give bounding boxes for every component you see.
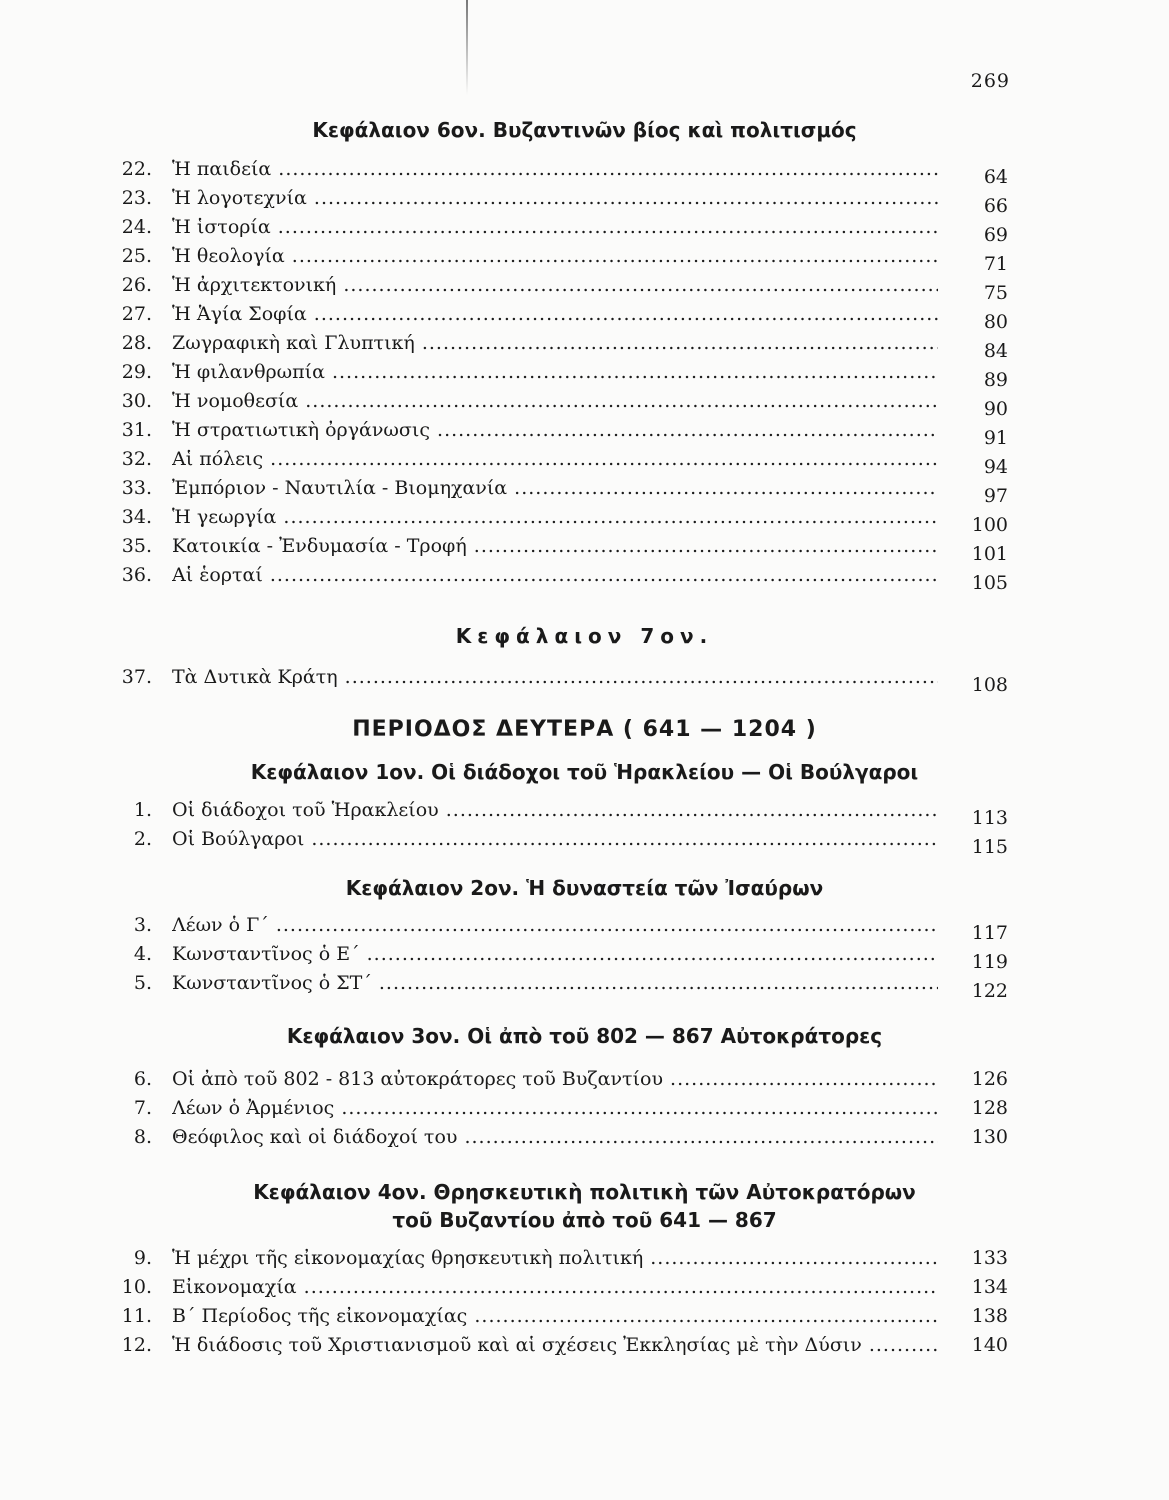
entry-title: Ἡ Ἁγία Σοφία ..... xyxy=(172,301,938,327)
toc-entry xyxy=(118,214,1008,246)
chapter-3-heading: Κεφάλαιον 3ον. Οἱ ἀπὸ τοῦ 802 — 867 Αὐτοκράτορες xyxy=(286,1024,883,1048)
entry-number: 6. xyxy=(133,1068,152,1090)
entry-number: 36. xyxy=(121,564,152,586)
entry-page: 84 xyxy=(983,340,1008,362)
entry-title: Κωνσταντῖνος ὁ Ε΄ ..... xyxy=(172,941,938,967)
entry-title: Ἡ ἱστορία ..... xyxy=(172,214,938,240)
entry-title: Οἱ Βούλγαροι ..... xyxy=(172,826,938,852)
toc-entry xyxy=(118,475,1008,507)
entry-title: Ἡ θεολογία ..... xyxy=(172,243,938,269)
toc-entry xyxy=(118,941,1008,973)
entry-title: Β΄ Περίοδος τῆς εἰκονομαχίας ..... xyxy=(172,1303,938,1329)
entry-title: Ἡ διάδοσις τοῦ Χριστιανισμοῦ καὶ αἱ σχέσεις Ἐκκλησίας μὲ τὴν Δύσιν ..... xyxy=(172,1332,938,1358)
toc-entry xyxy=(118,1303,1008,1329)
entry-title: Ἐμπόριον - Ναυτιλία - Βιομηχανία ..... xyxy=(172,475,938,501)
toc-entry xyxy=(118,664,1008,696)
toc-entry xyxy=(118,301,1008,333)
toc-entry xyxy=(118,185,1008,217)
entry-page: 119 xyxy=(971,951,1008,973)
entry-number: 24. xyxy=(121,216,152,238)
entry-page: 80 xyxy=(983,311,1008,333)
entry-number: 5. xyxy=(133,972,152,994)
entry-page: 133 xyxy=(971,1247,1008,1269)
period-heading: ΠΕΡΙΟΔΟΣ ΔΕΥΤΕΡΑ ( 641 — 1204 ) xyxy=(352,717,817,742)
toc-entry xyxy=(118,243,1008,275)
entry-page: 97 xyxy=(983,485,1008,507)
toc-entry xyxy=(118,1066,1008,1092)
entry-number: 32. xyxy=(121,448,152,470)
entry-number: 8. xyxy=(133,1126,152,1148)
entry-title: Κωνσταντῖνος ὁ ΣΤ΄ ..... xyxy=(172,970,938,996)
chapter-1-heading: Κεφάλαιον 1ον. Οἱ διάδοχοι τοῦ Ἡρακλείου — Οἱ Βούλγαροι xyxy=(250,760,919,784)
chapter-6-heading: Κεφάλαιον 6ον. Βυζαντινῶν βίος καὶ πολιτισμός xyxy=(312,118,857,142)
toc-entry xyxy=(118,1095,1008,1121)
entry-title: Εἰκονομαχία ..... xyxy=(172,1274,938,1300)
entry-title: Ἡ ἀρχιτεκτονική ..... xyxy=(172,272,938,298)
entry-number: 29. xyxy=(121,361,152,383)
toc-entry xyxy=(118,1124,1008,1150)
entry-title: Ἡ παιδεία ..... xyxy=(172,156,938,182)
chapter-7-heading: Κεφάλαιον 7ον. xyxy=(455,624,714,648)
entry-title: Λέων ὁ Γ΄ ..... xyxy=(172,912,938,938)
entry-page: 138 xyxy=(971,1305,1008,1327)
chapter-4-heading: Κεφάλαιον 4ον. Θρησκευτικὴ πολιτικὴ τῶν Αὐτοκρατόρων xyxy=(253,1180,916,1204)
entry-page: 71 xyxy=(983,253,1008,275)
entry-title: Αἱ πόλεις ..... xyxy=(172,446,938,472)
entry-page: 69 xyxy=(983,224,1008,246)
entry-title: Οἱ διάδοχοι τοῦ Ἡρακλείου ..... xyxy=(172,797,938,823)
page-number: 269 xyxy=(970,70,1010,92)
toc-entry xyxy=(118,1274,1008,1300)
toc-entry xyxy=(118,533,1008,565)
entry-number: 26. xyxy=(121,274,152,296)
entry-number: 3. xyxy=(133,914,152,936)
entry-page: 91 xyxy=(983,427,1008,449)
toc-entry xyxy=(118,388,1008,420)
entry-title: Οἱ ἀπὸ τοῦ 802 - 813 αὐτοκράτορες τοῦ Βυζαντίου ..... xyxy=(172,1066,938,1092)
toc-entry xyxy=(118,446,1008,478)
entry-number: 9. xyxy=(133,1247,152,1269)
entry-number: 34. xyxy=(121,506,152,528)
entry-page: 90 xyxy=(983,398,1008,420)
entry-number: 31. xyxy=(121,419,152,441)
entry-title: Κατοικία - Ἐνδυμασία - Τροφή ..... xyxy=(172,533,938,559)
entry-number: 1. xyxy=(133,799,152,821)
entry-page: 108 xyxy=(971,674,1008,696)
entry-page: 100 xyxy=(971,514,1008,536)
entry-page: 115 xyxy=(971,836,1008,858)
entry-number: 11. xyxy=(121,1305,152,1327)
entry-number: 10. xyxy=(121,1276,152,1298)
entry-page: 128 xyxy=(971,1097,1008,1119)
entry-page: 101 xyxy=(971,543,1008,565)
entry-page: 75 xyxy=(983,282,1008,304)
entry-number: 4. xyxy=(133,943,152,965)
entry-title: Ζωγραφικὴ καὶ Γλυπτική ..... xyxy=(172,330,938,356)
entry-number: 33. xyxy=(121,477,152,499)
toc-entry xyxy=(118,417,1008,449)
entry-page: 94 xyxy=(983,456,1008,478)
entry-title: Αἱ ἑορταί ..... xyxy=(172,562,938,588)
entry-number: 25. xyxy=(121,245,152,267)
entry-title: Θεόφιλος καὶ οἱ διάδοχοί του ..... xyxy=(172,1124,938,1150)
entry-page: 64 xyxy=(983,166,1008,188)
entry-page: 126 xyxy=(971,1068,1008,1090)
entry-page: 134 xyxy=(971,1276,1008,1298)
chapter-2-heading: Κεφάλαιον 2ον. Ἡ δυναστεία τῶν Ἰσαύρων xyxy=(345,876,824,900)
toc-entry xyxy=(118,912,1008,944)
toc-entry xyxy=(118,1332,1008,1358)
entry-title: Ἡ λογοτεχνία ..... xyxy=(172,185,938,211)
entry-number: 27. xyxy=(121,303,152,325)
entry-title: Ἡ νομοθεσία ..... xyxy=(172,388,938,414)
entry-number: 23. xyxy=(121,187,152,209)
entry-title: Ἡ στρατιωτικὴ ὀργάνωσις ..... xyxy=(172,417,938,443)
entry-title: Ἡ φιλανθρωπία ..... xyxy=(172,359,938,385)
toc-entry xyxy=(118,562,1008,594)
entry-number: 28. xyxy=(121,332,152,354)
entry-number: 35. xyxy=(121,535,152,557)
entry-number: 7. xyxy=(133,1097,152,1119)
toc-entry xyxy=(118,797,1008,829)
entry-title: Ἡ μέχρι τῆς εἰκονομαχίας θρησκευτικὴ πολιτική ..... xyxy=(172,1245,938,1271)
entry-number: 30. xyxy=(121,390,152,412)
spine-mark xyxy=(466,0,468,95)
toc-entry xyxy=(118,826,1008,858)
toc-entry xyxy=(118,359,1008,391)
entry-page: 66 xyxy=(983,195,1008,217)
toc-entry xyxy=(118,504,1008,536)
entry-page: 130 xyxy=(971,1126,1008,1148)
entry-page: 140 xyxy=(971,1334,1008,1356)
entry-page: 89 xyxy=(983,369,1008,391)
entry-title: Ἡ γεωργία ..... xyxy=(172,504,938,530)
entry-page: 122 xyxy=(971,980,1008,1002)
entry-page: 113 xyxy=(971,807,1008,829)
entry-page: 105 xyxy=(971,572,1008,594)
toc-entry xyxy=(118,272,1008,304)
entry-title: Τὰ Δυτικὰ Κράτη ..... xyxy=(172,664,938,690)
entry-number: 37. xyxy=(121,666,152,688)
entry-title: Λέων ὁ Ἀρμένιος ..... xyxy=(172,1095,938,1121)
toc-entry xyxy=(118,970,1008,1002)
toc-entry xyxy=(118,156,1008,188)
chapter-4-heading-line2: τοῦ Βυζαντίου ἀπὸ τοῦ 641 — 867 xyxy=(392,1208,777,1232)
entry-number: 2. xyxy=(133,828,152,850)
toc-entry xyxy=(118,1245,1008,1271)
entry-page: 117 xyxy=(971,922,1008,944)
entry-number: 12. xyxy=(121,1334,152,1356)
entry-number: 22. xyxy=(121,158,152,180)
toc-entry xyxy=(118,330,1008,362)
